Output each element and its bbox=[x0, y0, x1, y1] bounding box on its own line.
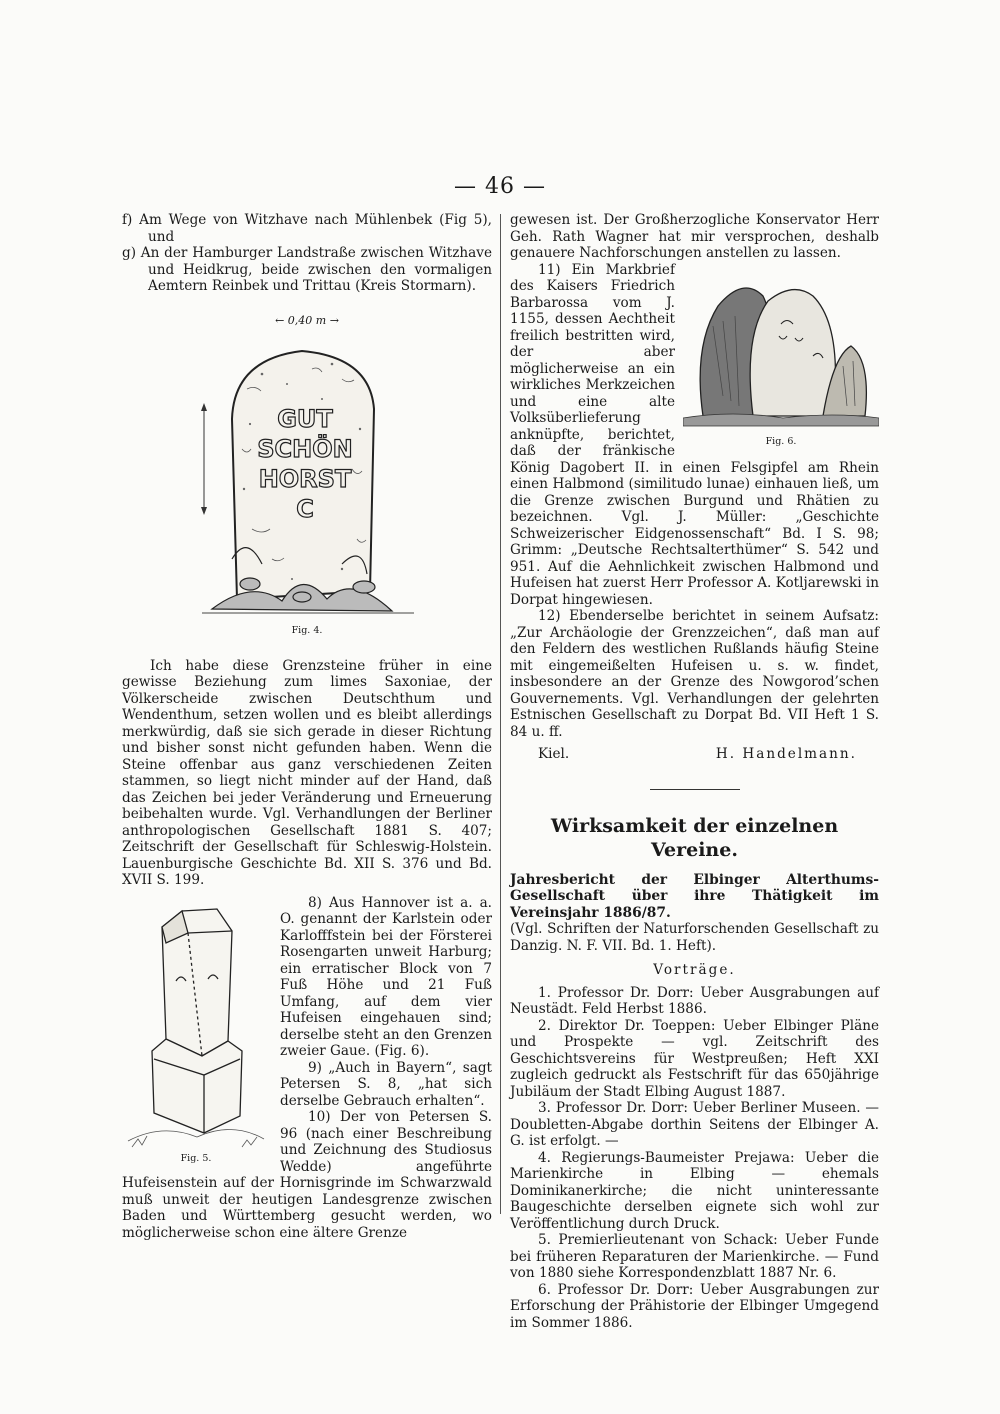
talk-1: 1. Professor Dr. Dorr: Ueber Ausgrabungen auf Neustädt. Feld Herbst 1886. bbox=[510, 984, 879, 1017]
fig4-caption: Fig. 4. bbox=[291, 625, 323, 636]
figure-5 bbox=[122, 901, 270, 1168]
inscription-line-3: HORST bbox=[258, 465, 352, 493]
list-item-g: g) An der Hamburger Landstraße zwischen Witzhave und Heidkrug, beide zwischen den vormaligen Aemtern Reinbek und Trittau (Kreis Stormarn). bbox=[122, 245, 492, 294]
talk-2: 2. Direktor Dr. Toeppen: Ueber Elbinger Pläne und Prospekte — vgl. Zeitschrift des Geschichtsvereins für Westpreußen; Heft XXI zugleich gedruckt als Festschrift für das 650jährige Jubiläum der Stadt Elbing August 1887. bbox=[510, 1017, 879, 1100]
column-divider bbox=[500, 214, 501, 1214]
list-item-f: f) Am Wege von Witzhave nach Mühlenbek (Fig 5), und bbox=[122, 212, 492, 245]
section-rule bbox=[650, 789, 740, 790]
right-column bbox=[510, 212, 879, 1331]
section-title: Wirksamkeit der einzelnen Vereine. bbox=[550, 814, 839, 861]
paragraph-12: 12) Ebenderselbe berichtet in seinem Aufsatz: „Zur Archäologie der Grenzzeichen“, daß man auf den Feldern des westlichen Rußlands häufig Steine mit eingemeißelten Hufeisen u. s. w. findet, insbesondere an der Grenze des Nowgorod’schen Gouvernements. Vgl. Verhandlungen der gelehrten Estnischen Gesellschaft zu Dorpat Bd. VII Heft 1 S. 84 u. ff. bbox=[510, 608, 879, 740]
figure-4 bbox=[192, 313, 422, 640]
inscription-line-4: C bbox=[296, 495, 314, 523]
figure-6 bbox=[683, 266, 879, 451]
talk-5: 5. Premierlieutenant von Schack: Ueber Funde bei früheren Reparaturen der Marienkirche. — Fund von 1880 siehe Korrespondenzblatt 1887 Nr. 6. bbox=[510, 1232, 879, 1281]
paragraph-limes-saxoniae: Ich habe diese Grenzsteine früher in eine gewisse Beziehung zum limes Saxoniae, der Völkerscheide zwischen Deutschthum und Wendenthum, setzen wollen und es bleibt allerdings merkwürdig, daß sie sich gerade in dieser Richtung und bisher sonst nicht gefunden haben. Wenn die Steine offenbar aus ganz verschiedenen Zeiten stammen, so liegt nicht minder auf der Hand, daß das Zeichen bei jeder Veränderung und Erneuerung beibehalten wurde. Vgl. Verhandlungen der Berliner anthropologischen Gesellschaft 1881 S. 407; Zeitschrift der Gesellschaft für Schleswig-Holstein. Lauenburgische Geschichte Bd. XII S. 376 und Bd. XVII S. 199. bbox=[122, 657, 492, 888]
inscription-line-2: SCHÖN bbox=[257, 435, 353, 463]
vortraege-heading: Vorträge. bbox=[653, 962, 736, 978]
inscription-line-1: GUT bbox=[277, 405, 333, 433]
fig5-caption: Fig. 5. bbox=[180, 1152, 212, 1164]
karlstein-illustration bbox=[122, 901, 270, 1151]
paragraph-continuation: gewesen ist. Der Großherzogliche Konservator Herr Geh. Rath Wagner hat mir versprochen, deshalb genauere Nachforschungen anstellen zu lassen. bbox=[510, 212, 879, 261]
fig4-scale-label: ← 0,40 m → bbox=[275, 313, 339, 327]
rock-illustration bbox=[683, 266, 879, 434]
talk-4: 4. Regierungs-Baumeister Prejawa: Ueber die Marienkirche in Elbing — ehemals Dominikanerkirche; die nicht uninteressante Baugeschichte derselben eignete sich wohl zur Veröffentlichung durch Druck. bbox=[510, 1149, 879, 1232]
paragraph-8: 8) Aus Hannover ist a. a. O. genannt der Karlstein oder Karlofffstein bei der Försterei Rosengarten unweit Harburg; ein erratischer Block von 7 Fuß Höhe und 21 Fuß Umfang, auf dem vier Hufeisen eingehauen sind; derselbe steht an den Grenzen zweier Gaue. (Fig. 6). bbox=[280, 894, 492, 1059]
fig6-caption: Fig. 6. bbox=[765, 435, 797, 447]
paragraph-9: 9) „Auch in Bayern“, sagt Petersen S. 8, „hat sich derselbe Gebrauch erhalten“. bbox=[280, 1059, 492, 1109]
boundary-stone-illustration bbox=[192, 329, 422, 619]
talk-3: 3. Professor Dr. Dorr: Ueber Berliner Museen. — Doubletten-Abgabe dorthin Seitens der Elbinger A. G. ist erfolgt. — bbox=[510, 1100, 879, 1149]
signature-place: Kiel. bbox=[538, 746, 570, 762]
signature bbox=[510, 746, 879, 763]
page-number: — 46 — bbox=[454, 174, 546, 199]
signature-name: H. Handelmann. bbox=[715, 746, 857, 762]
paragraph-11: 11) Ein Markbrief des Kaisers Friedrich Barbarossa vom J. 1155, dessen Aechtheit freilich bestritten wird, der aber möglicherweise an ein wirkliches Merkzeichen und eine alte Volksüberlieferung anknüpfte, berichtet, daß der fränkische König Dagobert II. in einen Felsgipfel am Rhein einen Halbmond (similitudo lunae) einhauen ließ, um die Grenze zwischen Burgund und Rhätien zu bezeichnen. Vgl. J. Müller: „Geschichte Schweizerischer Eidgenossenschaft“ Bd. I S. 98; Grimm: „Deutsche Rechtsalterthümer“ S. 542 und 951. Auf die Aehnlichkeit zwischen Halbmond und Hufeisen hat zuerst Herr Professor A. Kotljarewski in Dorpat hingewiesen. bbox=[510, 261, 879, 608]
paragraph-10: 10) Der von Petersen S. 96 (nach einer Beschreibung und Zeichnung des Studiosus Wedde) angeführte Hufeisenstein auf der Hornisgrinde im Schwarzwald muß unweit der heutigen Landesgrenze zwischen Baden und Württemberg gesucht werden, wo möglicherweise schon eine ältere Grenze bbox=[122, 1109, 492, 1241]
left-column bbox=[122, 212, 492, 1241]
report-reference: (Vgl. Schriften der Naturforschenden Gesellschaft zu Danzig. N. F. VII. Bd. 1. Heft). bbox=[510, 921, 879, 954]
report-title: Jahresbericht der Elbinger Alterthums-Gesellschaft über ihre Thätigkeit im Vereinsjahr 1886/87. bbox=[510, 871, 879, 921]
talk-6: 6. Professor Dr. Dorr: Ueber Ausgrabungen zur Erforschung der Prähistorie der Elbinger Umgegend im Sommer 1886. bbox=[510, 1281, 879, 1331]
